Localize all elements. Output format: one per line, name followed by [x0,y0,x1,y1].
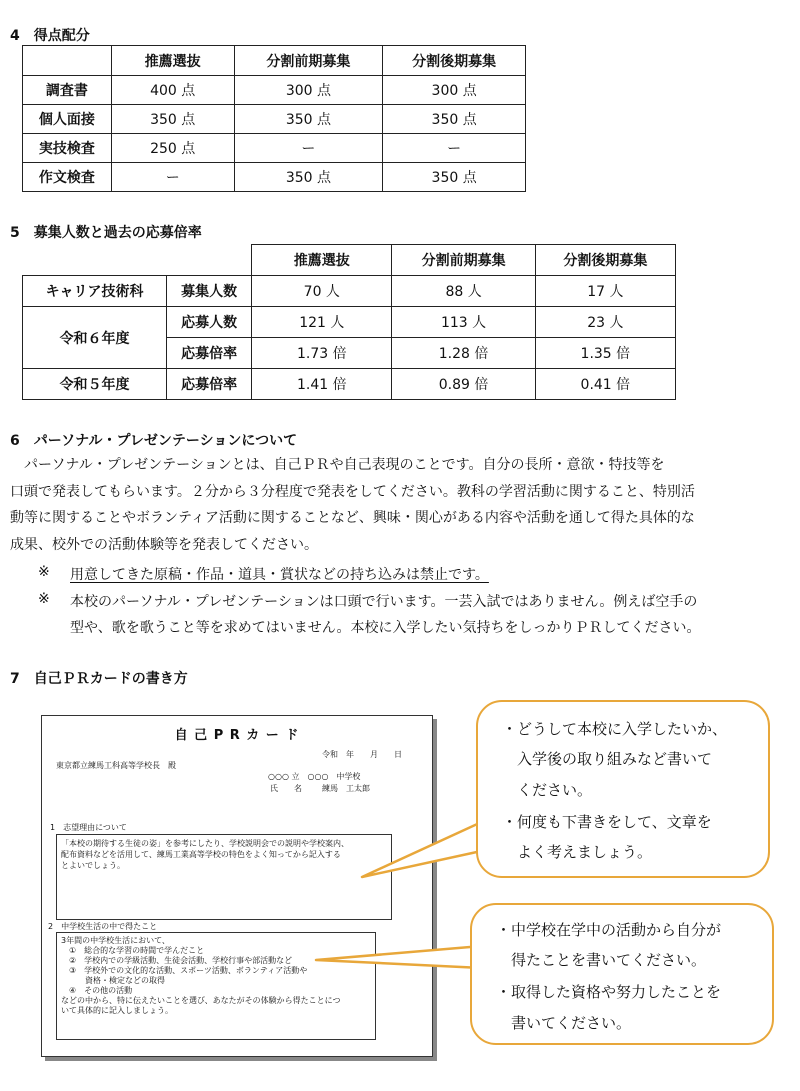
row-label: 実技検査 [23,134,112,163]
table-cell: 350 点 [383,163,526,192]
section-4-title: 4 得点配分 [10,28,90,44]
card-q2-line: 3年間の中学校生活において、 [61,936,170,945]
tip-bubble-experience [470,903,774,1045]
table-cell: 350 点 [234,163,383,192]
row-label: 応募倍率 [167,338,252,369]
table-row [23,105,526,134]
table-row [23,163,526,192]
tip-line: ・何度も下書きをして、文章を [502,813,712,831]
table-cell: 250 点 [111,134,234,163]
card-name-value: 練馬 工太郎 [322,784,370,793]
card-school: ○○○ 立 ○○○ 中学校 [268,772,361,781]
table-cell: 113 人 [392,307,535,338]
card-q2-line: ④ その他の活動 [61,986,133,995]
year-label: 令和５年度 [23,369,167,400]
section-5-title: 5 募集人数と過去の応募倍率 [10,225,202,241]
row-label: 応募倍率 [167,369,252,400]
header-cell: 推薦選抜 [252,245,392,276]
row-label: 作文検査 [23,163,112,192]
table-cell: 17 人 [535,276,675,307]
table-cell: 23 人 [535,307,675,338]
card-addressee: 東京都立練馬工科高等学校長 殿 [56,761,176,770]
card-q1-title: 1 志望理由について [50,823,127,832]
card-q2-box [56,932,376,1040]
card-q1-line: とよいでしょう。 [61,861,125,870]
table-row [23,307,676,338]
tip-line: ・どうして本校に入学したいか、 [502,720,728,738]
tip-line: 得たことを書いてください。 [496,951,707,969]
card-q2-line: 資格・検定などの取得 [61,976,165,985]
paragraph-line: 成果、校外での活動体験等を発表してください。 [10,536,318,553]
note-prohibited-items: 用意してきた原稿・作品・道具・賞状などの持ち込みは禁止です。 [70,567,489,583]
table-cell: 300 点 [234,76,383,105]
card-q1-line: 「本校の期待する生徒の姿」を参考にしたり、学校説明会での説明や学校案内、 [61,839,349,848]
note-oral-presentation: 本校のパーソナル・プレゼンテーションは口頭で行います。一芸入試ではありません。例えば空手の [70,594,698,610]
table-row [23,76,526,105]
note-mark: ※ [38,564,50,580]
presentation-paragraph [10,452,695,558]
paragraph-line: 動等に関することやボランティア活動に関することなど、興味・関心がある内容や活動を通して得た具体的な [10,510,695,526]
card-q2-title: 2 中学校生活の中で得たこと [48,922,158,931]
table-cell: 70 人 [252,276,392,307]
section-7-title: 7 自己ＰＲカードの書き方 [10,671,188,687]
table-cell: 121 人 [252,307,392,338]
card-q2-line: ② 学校内での学級活動、生徒会活動、学校行事や部活動など [61,956,293,965]
table-row [23,134,526,163]
table-cell: 300 点 [383,76,526,105]
card-q2-line: ① 総合的な学習の時間で学んだこと [61,946,205,955]
header-cell: 推薦選抜 [111,46,234,76]
table-cell: 1.28 倍 [392,338,535,369]
table-cell: 88 人 [392,276,535,307]
tip-line: ・取得した資格や努力したことを [496,983,722,1001]
paragraph-line: パーソナル・プレゼンテーションとは、自己ＰＲや自己表現のことです。自分の長所・意欲・特技等を [10,457,665,473]
course-label: キャリア技術科 [23,276,167,307]
empty-corner [167,245,252,276]
table-cell: ー [111,163,234,192]
header-cell: 分割前期募集 [392,245,535,276]
header-cell: 分割前期募集 [234,46,383,76]
card-date: 令和 年 月 日 [322,750,402,759]
table-cell: 1.73 倍 [252,338,392,369]
table-cell: 0.89 倍 [392,369,535,400]
tip-line: ・中学校在学中の活動から自分が [496,921,722,939]
year-label: 令和６年度 [23,307,167,369]
tip-line: 入学後の取り組みなど書いて [502,750,713,768]
table-row [23,276,676,307]
header-cell: 分割後期募集 [535,245,675,276]
score-table [22,45,526,192]
row-label: 募集人数 [167,276,252,307]
header-cell: 分割後期募集 [383,46,526,76]
row-label: 応募人数 [167,307,252,338]
card-q2-line: などの中から、特に伝えたいことを選び、あなたがその体験から得たことにつ [61,996,341,1005]
empty-corner [23,245,167,276]
section-6-title: 6 パーソナル・プレゼンテーションについて [10,433,298,449]
tip-line: よく考えましょう。 [502,843,653,861]
row-label: 調査書 [23,76,112,105]
table-cell: 1.41 倍 [252,369,392,400]
table-cell: 1.35 倍 [535,338,675,369]
table-cell: ー [234,134,383,163]
table-cell: ー [383,134,526,163]
table-row [23,369,676,400]
table-cell: 350 点 [111,105,234,134]
card-q2-line: いて具体的に記入しましょう。 [61,1006,173,1015]
empty-corner [23,46,112,76]
card-title: 自 己 P R カ ー ド [174,728,300,743]
card-q1-line: 配布資料などを活用して、練馬工業高等学校の特色をよく知ってから記入する [61,850,341,859]
card-q1-box [56,834,392,920]
card-q2-line: ③ 学校外での文化的な活動、スポーツ活動、ボランティア活動や [61,966,308,975]
card-name-label: 氏 名 [270,784,302,793]
tip-line: 書いてください。 [496,1014,632,1032]
self-pr-card-sample [41,715,433,1057]
paragraph-line: 口頭で発表してもらいます。２分から３分程度で発表をしてください。教科の学習活動に関すること、特別活 [10,483,695,500]
note-oral-presentation-cont: 型や、歌を歌うこと等を求めてはいません。本校に入学したい気持ちをしっかりＰＲしてください。 [70,620,701,636]
tip-bubble-reason [476,700,770,878]
table-cell: 0.41 倍 [535,369,675,400]
note-mark: ※ [38,591,50,607]
recruitment-table [22,244,676,400]
tip-line: ください。 [502,781,593,799]
table-cell: 400 点 [111,76,234,105]
table-cell: 350 点 [234,105,383,134]
row-label: 個人面接 [23,105,112,134]
table-cell: 350 点 [383,105,526,134]
